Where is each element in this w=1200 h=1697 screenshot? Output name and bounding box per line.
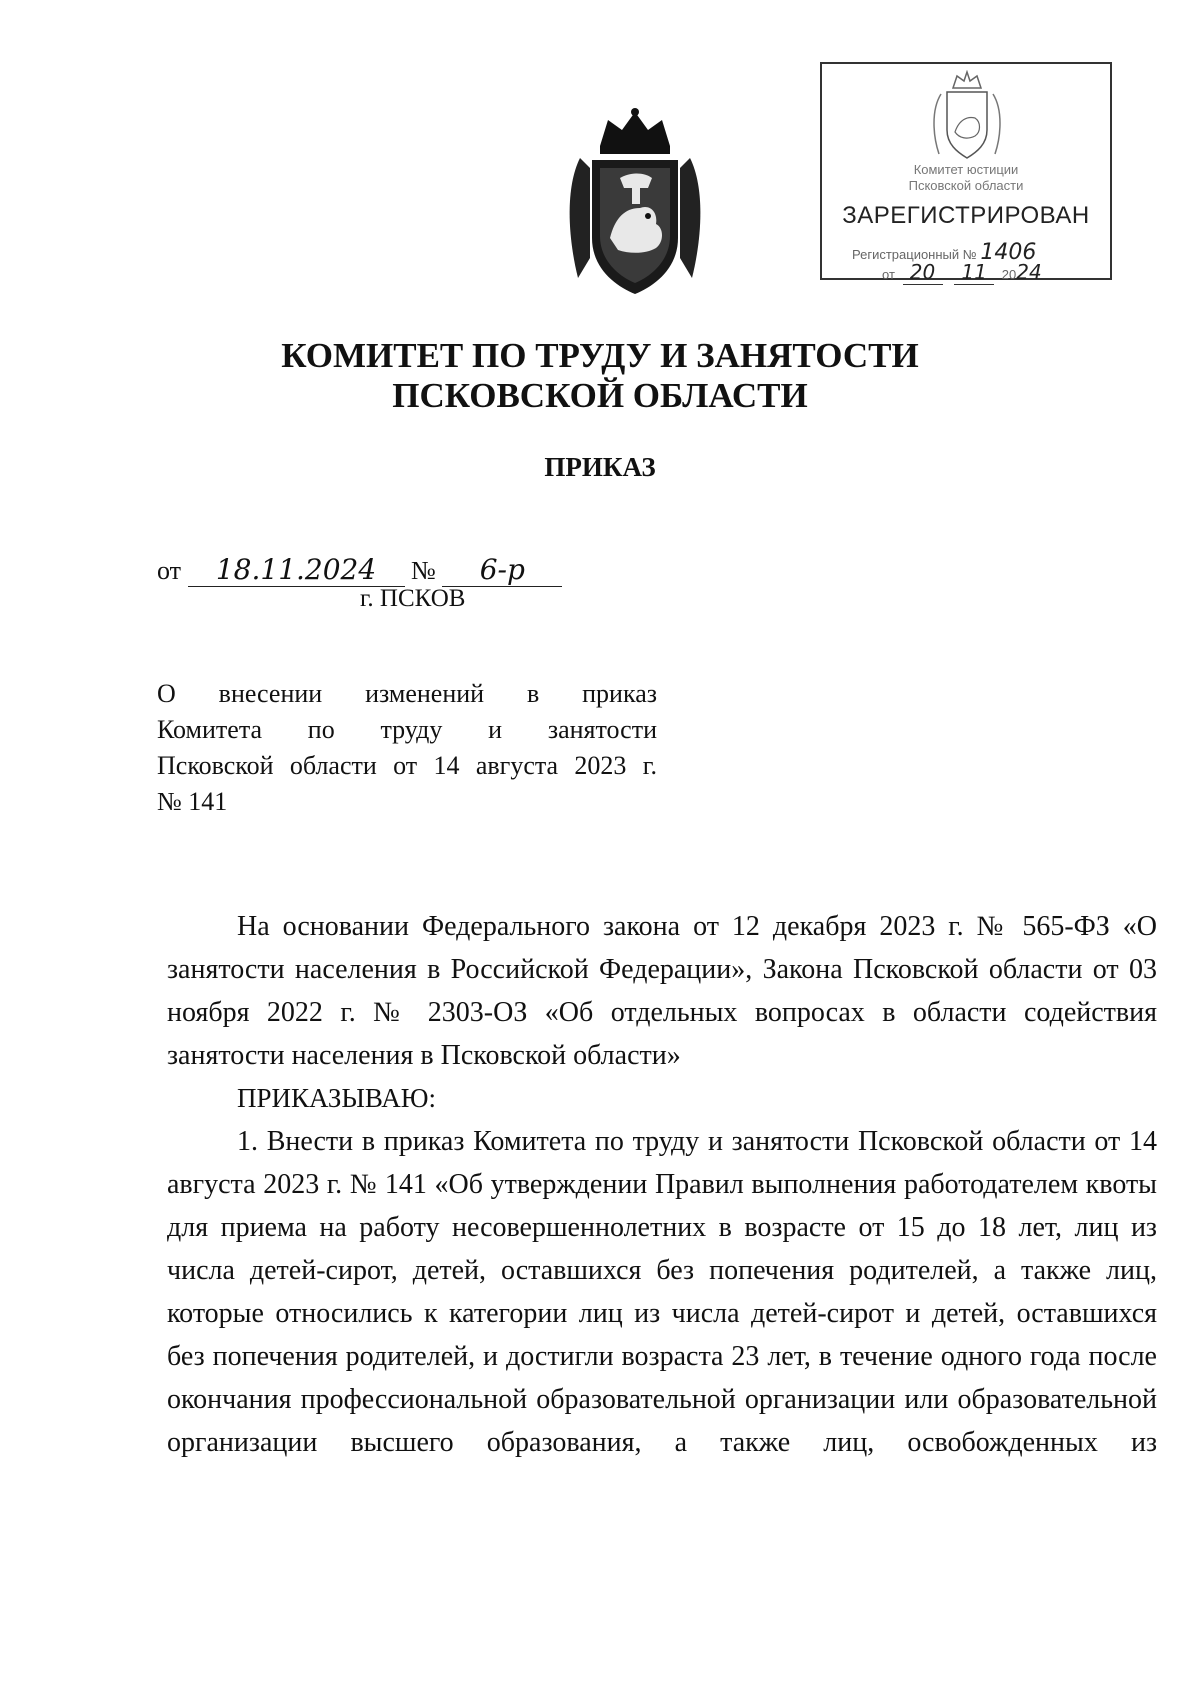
- org-name-line1: КОМИТЕТ ПО ТРУДУ И ЗАНЯТОСТИ: [281, 336, 919, 375]
- subject-line1: О внесении изменений в приказ: [157, 679, 657, 708]
- document-type: ПРИКАЗ: [544, 452, 656, 482]
- document-number: 6-р: [442, 553, 562, 587]
- date-number-line: [157, 553, 562, 587]
- stamp-date-row: [882, 260, 1042, 285]
- stamp-date-label: от: [882, 267, 895, 282]
- coat-of-arms-emblem: [560, 108, 710, 303]
- preamble-paragraph: На основании Федерального закона от 12 декабря 2023 г. № 565-ФЗ «О занятости населения в Российской Федерации», Закона Псковской области от 03 ноября 2022 г. № 2303-ОЗ «Об отдельных вопросах в области содействия занятости населения в Псковской области»: [167, 911, 1157, 1071]
- date-prefix: от: [157, 556, 182, 585]
- document-subject: [157, 676, 657, 820]
- org-name-line2: ПСКОВСКОЙ ОБЛАСТИ: [392, 376, 808, 415]
- stamp-title: ЗАРЕГИСТРИРОВАН: [842, 202, 1090, 229]
- item1-paragraph: 1. Внести в приказ Комитета по труду и занятости Псковской области от 14 августа 2023 г. № 141 «Об утверждении Правил выполнения работодателем квоты для приема на работу несовершеннолетних в возрасте от 15 до 18 лет, лиц из числа детей-сирот, детей, оставшихся без попечения родителей, а также лиц, которые относились к категории лиц из числа детей-сирот и детей, оставшихся без попечения родителей, и достигли возраста 23 лет, в течение одного года после окончания профессиональной образовательной организации или образовательной организации высшего образования, а также лиц, освобожденных из: [167, 1126, 1157, 1458]
- stamp-org-line1: Комитет юстиции: [913, 162, 1019, 177]
- registration-stamp: [820, 62, 1112, 284]
- order-word: ПРИКАЗЫВАЮ:: [237, 1083, 436, 1113]
- stamp-org-line2: Псковской области: [908, 178, 1024, 193]
- document-city: г. ПСКОВ: [360, 585, 466, 612]
- stamp-coat-of-arms-emblem: [927, 70, 1007, 164]
- subject-line2: Комитета по труду и занятости: [157, 715, 657, 744]
- stamp-reg-label: Регистрационный №: [852, 247, 977, 262]
- stamp-date-month: 11: [954, 260, 994, 285]
- stamp-date-day: 20: [903, 260, 943, 285]
- subject-line4: № 141: [157, 787, 228, 816]
- stamp-year-prefix: 20: [1001, 267, 1017, 282]
- stamp-year-suffix: 24: [1016, 260, 1042, 284]
- document-body: [167, 905, 1157, 1464]
- number-prefix: №: [411, 556, 436, 585]
- subject-line3: Псковской области от 14 августа 2023 г.: [157, 751, 657, 780]
- document-date: 18.11.2024: [188, 553, 405, 587]
- stamp-reg-number: 1406: [980, 240, 1037, 265]
